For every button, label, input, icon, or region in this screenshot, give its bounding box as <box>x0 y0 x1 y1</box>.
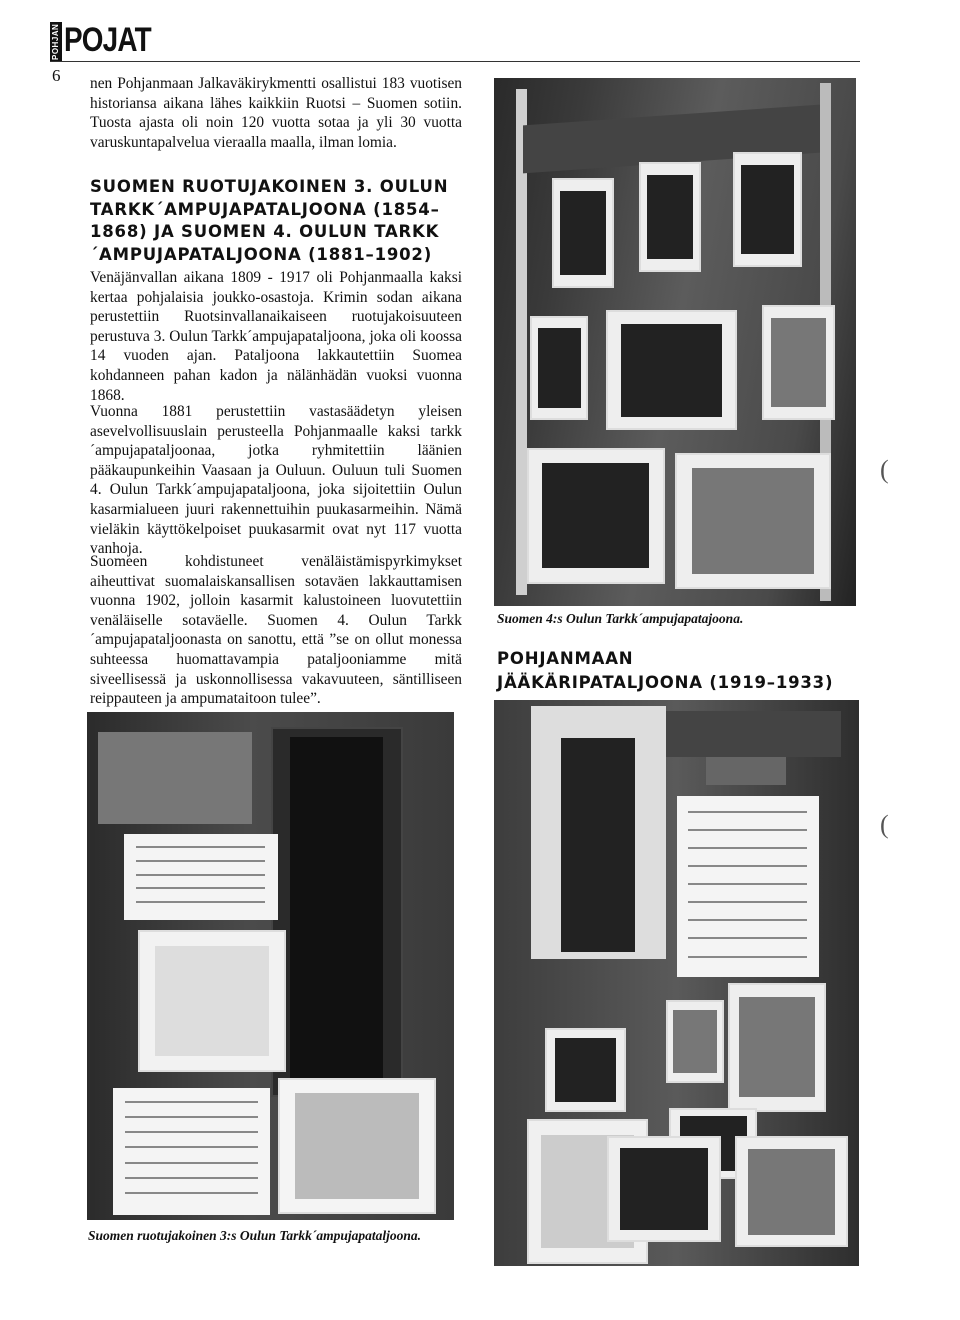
paragraph-text: Vuonna 1881 perustettiin vastasäädetyn yleisen asevelvollisuuslain perusteella Pohjanmaalle kaksi tarkk´ampujapataljoonaa, jotka ryhmitettiin läänien pääkaupunkeihin Vaasaan ja Ouluun. Ouluun tuli Suomen 4. Oulun Tarkk´ampujapataljoona, joka sijoitettiin Oulun kasarmialueen juuri rakennettuihin puukasarmeihin. Nämä vieläkin käyttökelpoiset puukasarmit ovat nyt 117 vuotta vanhoja. <box>90 403 462 558</box>
article-paragraph-2 <box>90 268 462 405</box>
article-paragraph-1 <box>90 74 462 152</box>
section-heading-oulun-tarkkampujapataljoona: SUOMEN RUOTUJAKOINEN 3. OULUN TARKK´AMPUJAPATALJOONA (1854–1868) JA SUOMEN 4. OULUN TARKK´AMPUJAPATALJOONA (1881–1902) <box>90 177 449 264</box>
margin-hole-mark: ( <box>880 455 889 484</box>
article-paragraph-4 <box>90 552 462 709</box>
page-number: 6 <box>52 66 61 85</box>
photo-caption-bottom: Suomen ruotujakoinen 3:s Oulun Tarkk´ampujapataljoona. <box>88 1228 421 1243</box>
masthead-title: POJAT <box>64 21 151 59</box>
photo-exhibition-jaakaripataljoona <box>494 700 859 1266</box>
masthead-vertical-label: POHJAN <box>51 23 60 61</box>
paragraph-text: nen Pohjanmaan Jalkaväkirykmentti osallistui 183 vuotisen historiansa aikana lähes kaikkiin Ruotsi – Suomen sotiin. Tuosta ajasta oli noin 120 vuotta sotaa ja yli 30 vuotta varuskuntapalvelua vieraalla maalla, ilman lomia. <box>90 75 462 151</box>
paragraph-text: Venäjänvallan aikana 1809 - 1917 oli Pohjanmaalla kaksi kertaa pohjalaisia joukko-osastoja. Krimin sodan aikana perustettiin Ruotsinvallanaikaiseen ruotujakoisuuteen perustuva 3. Oulun Tarkk´ampujapataljoona, joka oli koossa 14 vuoden ajan. Pataljoona lakkautettiin Suomea kohdanneen pahan kadon ja nälänhädän vuoksi vuonna 1868. <box>90 269 462 404</box>
paragraph-text: Suomeen kohdistuneet venäläistämispyrkimykset aiheuttivat suomalaiskansallisen sotaväen lakkauttamisen vuonna 1902, jolloin kasarmit kalustoineen luovutettiin venäläiselle sotaväelle. Suomen 4. Oulun Tarkk´ampujapataljoonasta on sanottu, että ”se on ollut monessa suhteessa huomattavampia pataljooniamme mitä siveellisessä ja uskonnollisessa vakavuuteen, säntilliseen reippauteen ja ampumataitoon tulee”. <box>90 553 462 708</box>
photo-exhibition-ruotujakoinen <box>87 712 454 1220</box>
margin-hole-mark: ( <box>880 810 889 839</box>
header-rule <box>50 61 860 62</box>
photo-caption-top: Suomen 4:s Oulun Tarkk´ampujapatajoona. <box>497 611 744 626</box>
photo-exhibition-case-oulun-tarkkampujat <box>494 78 856 606</box>
section-heading-jaakaripataljoona: POHJANMAAN JÄÄKÄRIPATALJOONA (1919–1933) <box>497 649 834 692</box>
masthead <box>50 20 160 64</box>
article-paragraph-3 <box>90 402 462 559</box>
